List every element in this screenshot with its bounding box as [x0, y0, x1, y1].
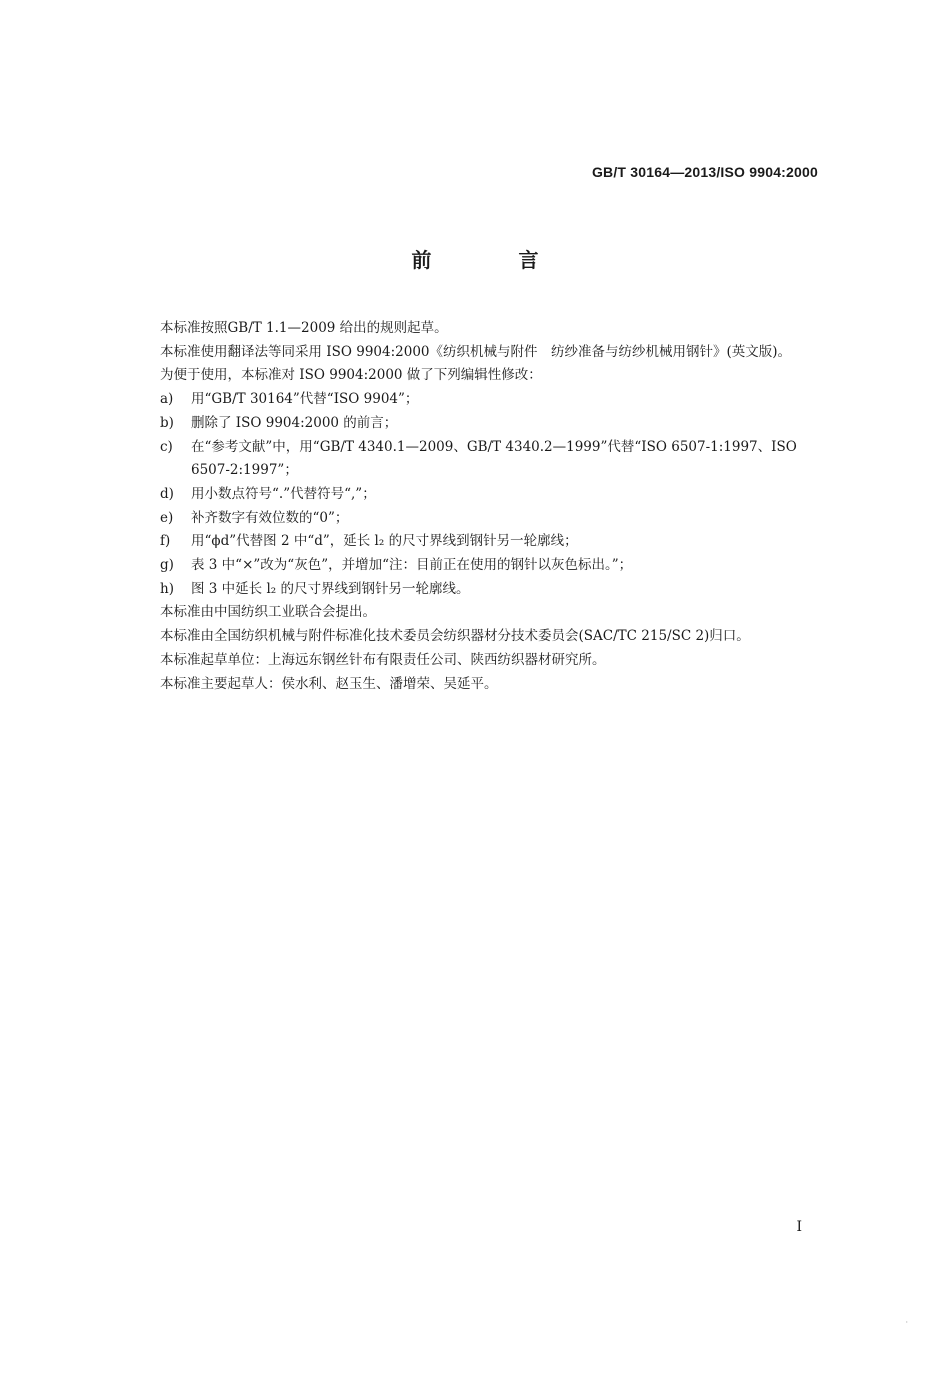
list-marker: g) [160, 557, 174, 574]
paragraph-drafters: 本标准主要起草人：侯水利、赵玉生、潘增荣、吴延平。 [160, 675, 498, 692]
paragraph-drafting-rule: 本标准按照GB/T 1.1—2009 给出的规则起草。 [160, 320, 448, 336]
list-marker: e) [160, 509, 174, 526]
list-item-text: 补齐数字有效位数的“0”； [191, 509, 349, 526]
list-item-text: 用“ϕd”代替图 2 中“d”，延长 l₂ 的尺寸界线到钢针另一轮廓线； [191, 533, 578, 550]
list-marker: h) [160, 580, 174, 597]
list-item-text: 删除了 ISO 9904:2000 的前言； [191, 414, 398, 431]
list-item-text: 用小数点符号“.”代替符号“,”； [191, 485, 376, 502]
page-number: I [796, 1219, 802, 1235]
list-item [133, 436, 823, 483]
paragraph-committee: 本标准由全国纺织机械与附件标准化技术委员会纺织器材分技术委员会(SAC/TC 215/SC 2)归口。 [160, 628, 750, 645]
paragraph-drafting-units: 本标准起草单位：上海远东钢丝针布有限责任公司、陕西纺织器材研究所。 [160, 651, 606, 668]
list-item [133, 554, 823, 578]
standard-code: GB/T 30164—2013/ISO 9904:2000 [591, 164, 818, 180]
list-item [133, 483, 823, 507]
paragraph-modifications-intro: 为便于使用，本标准对 ISO 9904:2000 做了下列编辑性修改： [160, 367, 542, 384]
paragraph-adoption: 本标准使用翻译法等同采用 ISO 9904:2000《纺织机械与附件 纺纱准备与纺纱机械用钢针》(英文版)。 [160, 343, 792, 360]
page-title: 前 言 [411, 248, 579, 272]
list-marker: b) [160, 414, 174, 431]
list-marker: f) [160, 533, 171, 550]
foreword-body [133, 317, 823, 696]
list-item-text: 在“参考文献”中，用“GB/T 4340.1—2009、GB/T 4340.2—1999”代替“ISO 6507-1:1997、ISO 6507-2:1997”； [191, 438, 797, 479]
list-item-text: 用“GB/T 30164”代替“ISO 9904”； [191, 391, 419, 408]
list-item-text: 表 3 中“×”改为“灰色”，并增加“注：目前正在使用的钢针以灰色标出。”； [191, 557, 633, 574]
paragraph-proposer: 本标准由中国纺织工业联合会提出。 [160, 604, 376, 621]
list-item [133, 412, 823, 436]
list-marker: d) [160, 485, 174, 502]
scan-mark: · [905, 1318, 908, 1327]
list-item [133, 530, 823, 554]
list-item [133, 388, 823, 412]
list-marker: c) [160, 438, 173, 455]
list-item [133, 578, 823, 602]
list-item-text: 图 3 中延长 l₂ 的尺寸界线到钢针另一轮廓线。 [191, 580, 470, 597]
list-item [133, 507, 823, 531]
list-marker: a) [160, 391, 174, 408]
